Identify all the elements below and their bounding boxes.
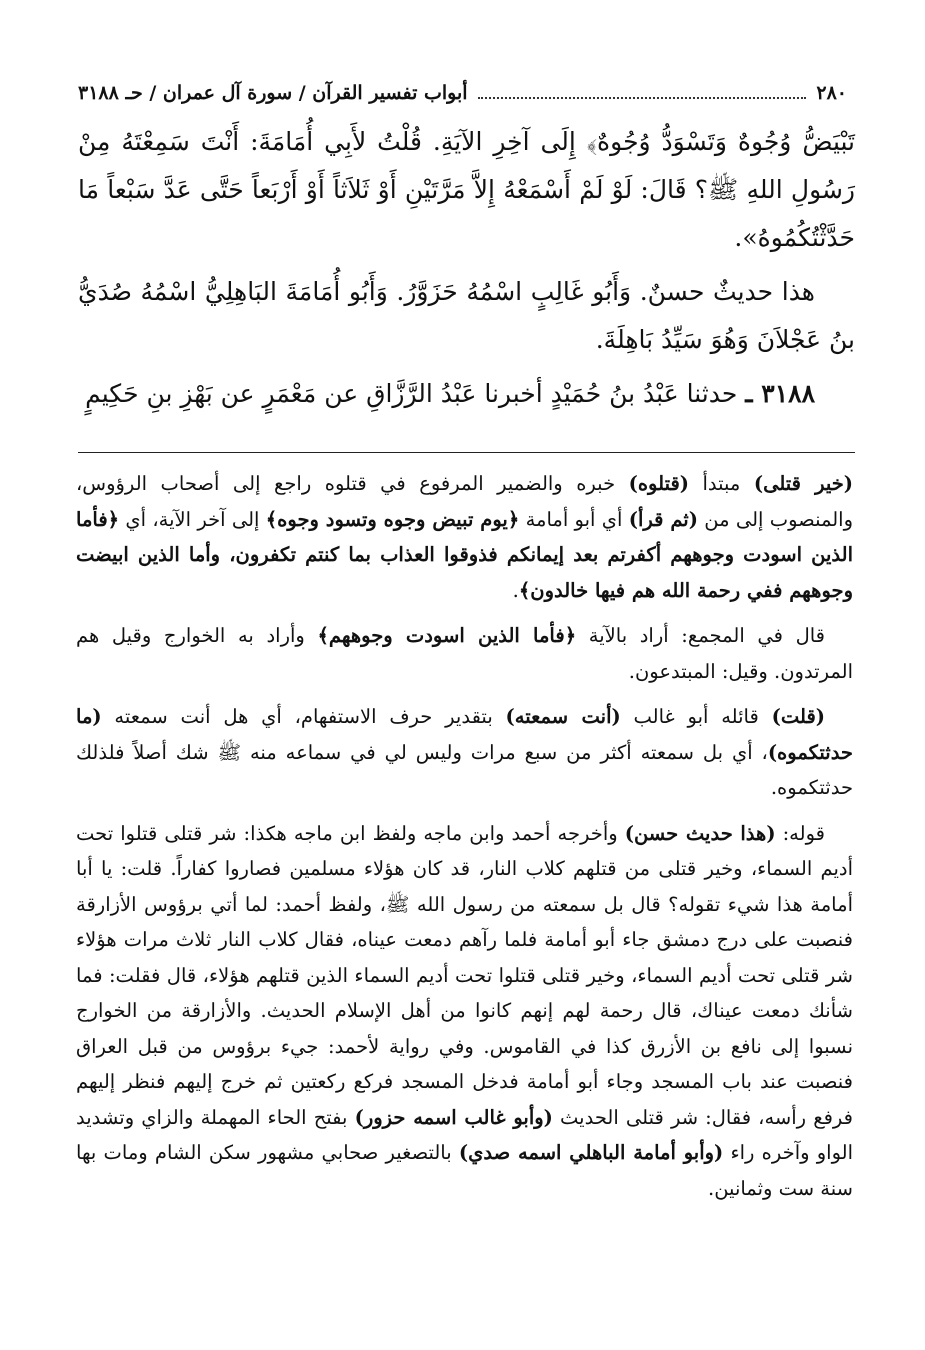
commentary-text: قوله: [775,821,825,845]
hadith-text-paragraph: تَبْيَضُّ وُجُوهٌ وَتَسْوَدُّ وُجُوهٌ﴾ إِلَى آخِرِ الآيَةِ. قُلْتُ لأَبِي أُمَامَةَ: أَنْتَ سَمِعْتَهُ مِنْ رَسُولِ اللهِ ﷺ؟ قَالَ: لَوْ لَمْ أَسْمَعْهُ إِلاَّ مَرَّتَيْنِ أَوْ ثَلاَثاً أَوْ أَرْبَعاً حَتَّى عَدَّ سَبْعاً مَا حَدَّثْتُكُمُوهُ». [78,127,855,252]
header-dotted-leader [478,89,807,99]
commentary-bold-phrase: (وأبو أمامة الباهلي اسمه صدي) [458,1141,724,1164]
commentary-bold-phrase: (هذا حديث حسن) [624,821,776,845]
commentary-section [76,466,853,1216]
commentary-bold-phrase: (وأبو غالب اسمه حزور) [354,1105,553,1129]
commentary-bold-phrase: (ما حدثتكموه) [76,705,853,764]
commentary-text: مبتدأ [689,472,754,495]
commentary-text: قال في المجمع: أراد بالآية [576,624,825,647]
page-number: ٢٨٠ [816,82,847,104]
hadith-grading-paragraph: هذا حديثٌ حسنٌ. وَأَبُو غَالِبٍ اسْمُهُ حَزَوَّرُ. وَأَبُو أُمَامَةَ البَاهِلِيُّ اسْمُهُ صُدَيُّ بنُ عَجْلاَنَ وَهُوَ سَيِّدُ بَاهِلَةَ. [78,277,855,354]
commentary-text: خبره والضمير المرفوع في قتلوه راجع إلى أصحاب الرؤوس، والمنصوب إلى من [76,472,853,531]
commentary-paragraph [76,816,853,1207]
hadith-isnad-paragraph [78,370,855,418]
commentary-paragraph [76,618,853,689]
commentary-text: أي أبو أمامة [519,507,629,531]
commentary-bold-phrase: (خير قتلى) [753,472,853,495]
commentary-bold-phrase: (قلت) [771,705,825,728]
commentary-bold-phrase: (قتلوه) [628,472,690,495]
hadith-number: ٣١٨٨ ـ [745,379,815,408]
commentary-bold-phrase: (ثم قرأ) [628,507,698,531]
commentary-text: بالتصغير صحابي مشهور سكن الشام ومات بها سنة ست وثمانين. [76,1141,853,1200]
commentary-bold-phrase: (أنت سمعته) [505,705,621,728]
commentary-text: بتقدير حرف الاستفهام، أي هل أنت سمعته [101,705,506,728]
commentary-text: بفتح الحاء المهملة والزاي وتشديد الواو وآخره راء [76,1105,853,1164]
commentary-bold-phrase: ﴿فأما الذين اسودت وجوههم﴾ [317,624,577,647]
commentary-paragraph [76,699,853,806]
commentary-text: ، أي بل سمعته أكثر من سبع مرات وليس لي في سماعه منه ﷺ شك أصلاً فلذلك حدثتكموه. [76,740,853,799]
commentary-bold-phrase: ﴿يوم تبيض وجوه وتسود وجوه﴾ [265,507,520,531]
commentary-text: . [512,578,519,602]
page-header [78,82,847,112]
running-title: أبواب تفسير القرآن / سورة آل عمران / حـ ٣١٨٨ [78,82,468,104]
commentary-text: وأراد به الخوارج وقيل هم المرتدون. وقيل: المبتدعون. [76,624,853,683]
commentary-paragraph [76,466,853,608]
commentary-text: إلى آخر الآية، أي [119,507,266,531]
hadith-isnad-text: حدثنا عَبْدُ بنُ حُمَيْدٍ أخبرنا عَبْدُ الرَّزَّاقِ عن مَعْمَرٍ عن بَهْزِ بنِ حَكِيمٍ [85,379,738,408]
hadith-main-text [78,118,855,424]
commentary-text: وأخرجه أحمد وابن ماجه ولفظ ابن ماجه هكذا: شر قتلى قتلوا تحت أديم السماء، وخير قتلى من قتلهم كلاب النار، قد كان هؤلاء مسلمين فصاروا كفاراً. قلت: يا أبا أمامة هذا شيء تقوله؟ قال بل سمعته من رسول الله ﷺ، ولفظ أحمد: لما أتي برؤوس الأزارقة فنصبت على درج دمشق جاء أبو أمامة فلما رآهم دمعت عيناه، فقال كلاب النار ثلاث مرات هؤلاء شر قتلى تحت أديم السماء، وخير قتلى قتلوا تحت أديم السماء الذين قتلهم هؤلاء، قال فقلت: فما شأنك دمعت عيناك، قال رحمة لهم إنهم كانوا من أهل الإسلام الحديث. والأزارقة من الخوارج نسبوا إلى نافع بن الأزرق كذا في القاموس. وفي رواية لأحمد: جيء برؤوس من قبل العراق فنصبت عند باب المسجد وجاء أبو أمامة فدخل المسجد فركع ركعتين ثم خرج إليهم فنظر إليهم فرفع رأسه، فقال: شر قتلى الحديث [76,821,853,1129]
commentary-bold-phrase: ﴿فأما الذين اسودت وجوههم أكفرتم بعد إيمانكم فذوقوا العذاب بما كنتم تكفرون، وأما الذين ابيضت وجوههم ففي رحمة الله هم فيها خالدون﴾ [76,507,853,602]
footnote-divider [78,452,855,453]
commentary-text: قائله أبو غالب [620,705,772,728]
